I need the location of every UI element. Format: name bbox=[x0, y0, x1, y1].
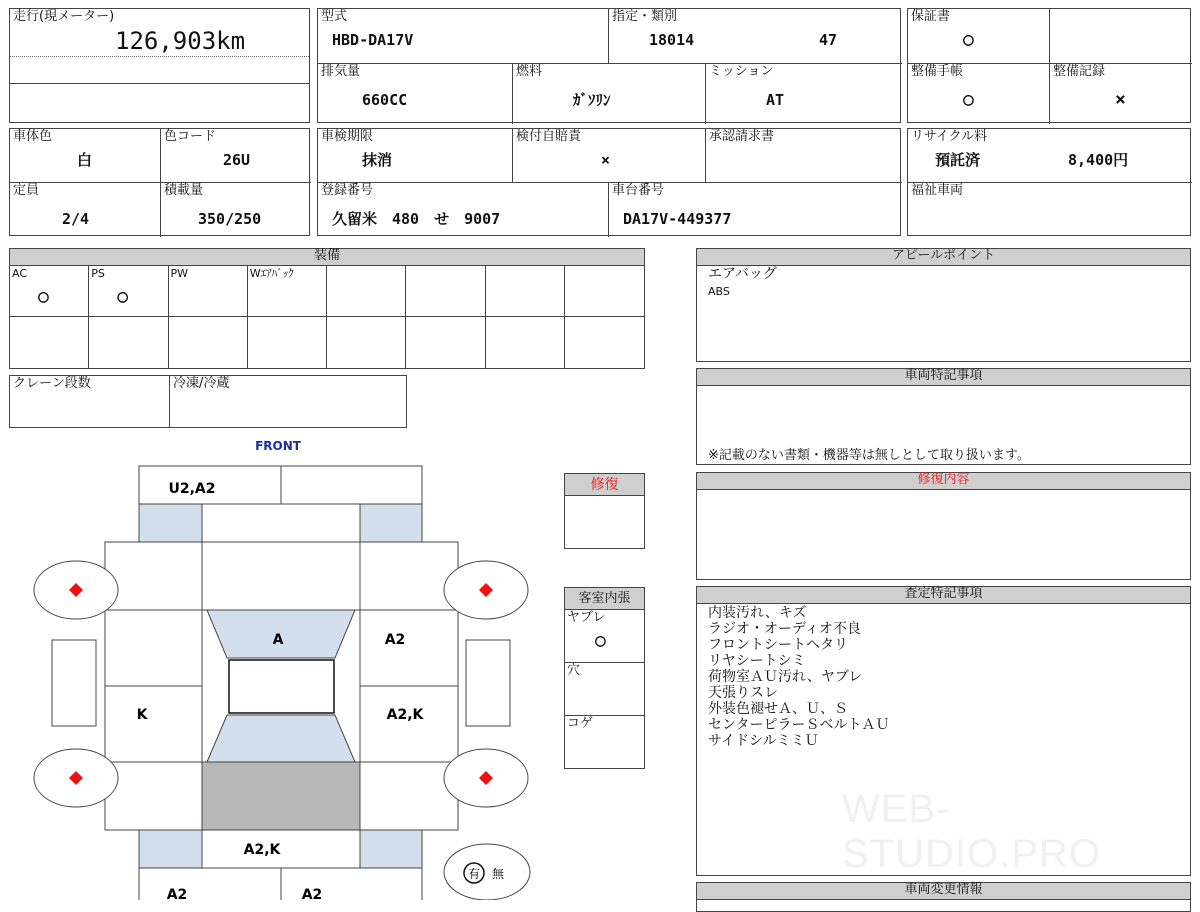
equipment-label: Wｴｱﾊﾞｯｸ bbox=[249, 267, 294, 280]
hood-label: A bbox=[272, 632, 284, 648]
equipment-cell bbox=[10, 317, 89, 368]
insurance-value: × bbox=[601, 151, 611, 169]
recycle-amount: 8,400円 bbox=[1068, 151, 1129, 169]
rear-glass bbox=[207, 715, 355, 762]
spare-no-label: 無 bbox=[491, 867, 505, 881]
interior-row-label: コゲ bbox=[567, 716, 594, 731]
equipment-cell bbox=[486, 317, 565, 368]
change-info-title: 車両変更情報 bbox=[697, 883, 1190, 900]
left-front-fender bbox=[105, 542, 202, 610]
roof-panel bbox=[229, 660, 334, 713]
right-side-label: A2,K bbox=[386, 707, 424, 723]
capacity-value: 2/4 bbox=[62, 210, 90, 228]
watermark: WEB-STUDIO.PRO bbox=[842, 787, 1101, 876]
repair-detail-title: 修復内容 bbox=[697, 473, 1190, 490]
equipment-cell bbox=[406, 317, 485, 368]
assessment-line: 外装色褪せＡ、Ｕ、Ｓ bbox=[708, 701, 848, 717]
displacement-value: 660CC bbox=[362, 91, 408, 109]
registration-box bbox=[317, 128, 901, 236]
hood-area bbox=[202, 542, 360, 610]
right-front-fender bbox=[360, 542, 458, 610]
warranty-label: 保証書 bbox=[911, 9, 951, 24]
color-code-label: 色コード bbox=[164, 129, 217, 144]
mileage-box bbox=[9, 8, 310, 123]
load-value: 350/250 bbox=[198, 210, 262, 228]
interior-box bbox=[564, 587, 645, 769]
warranty-value: ○ bbox=[963, 29, 974, 50]
crane-label: クレーン段数 bbox=[13, 376, 91, 391]
color-code-value: 26U bbox=[223, 151, 251, 169]
front-center bbox=[202, 504, 360, 542]
equipment-cell bbox=[248, 266, 327, 317]
divider bbox=[10, 83, 309, 84]
designation-value-2: 47 bbox=[819, 31, 838, 49]
recycle-label: リサイクル料 bbox=[911, 129, 988, 144]
load-label: 積載量 bbox=[164, 183, 204, 198]
left-front-door bbox=[105, 610, 202, 686]
assessment-line: 荷物室ＡＵ汚れ、ヤブレ bbox=[708, 669, 863, 685]
freezer-label: 冷凍/冷蔵 bbox=[173, 376, 230, 391]
approval-label: 承認請求書 bbox=[709, 129, 775, 144]
designation-label: 指定・類別 bbox=[612, 9, 678, 24]
right-rear-fender bbox=[360, 762, 458, 830]
assessment-line: サイドシルミミＵ bbox=[708, 733, 819, 749]
appeal-line-1: エアバッグ bbox=[708, 266, 777, 282]
front-label: FRONT bbox=[255, 439, 301, 453]
appeal-line-2: ABS bbox=[708, 285, 730, 298]
model-value: HBD-DA17V bbox=[332, 31, 414, 49]
designation-value-1: 18014 bbox=[649, 31, 695, 49]
equipment-cell bbox=[486, 266, 565, 317]
recycle-box bbox=[907, 128, 1191, 236]
rear-label: A2,K bbox=[243, 842, 281, 858]
warranty-box bbox=[907, 8, 1191, 123]
appeal-box bbox=[696, 248, 1191, 362]
body-color-value: 白 bbox=[77, 151, 93, 169]
rear-right-light bbox=[360, 830, 422, 868]
model-label: 型式 bbox=[321, 9, 348, 24]
chassis-value: DA17V-449377 bbox=[623, 210, 732, 228]
repair-box bbox=[564, 473, 645, 549]
equipment-cell bbox=[10, 266, 89, 317]
equipment-cell bbox=[565, 317, 644, 368]
transmission-label: ミッション bbox=[709, 64, 774, 79]
registration-label: 登録番号 bbox=[321, 183, 374, 198]
assessment-line: リヤシートシミ bbox=[708, 653, 806, 669]
equipment-cell bbox=[327, 317, 406, 368]
fuel-label: 燃料 bbox=[516, 64, 543, 79]
assessment-title: 査定特記事項 bbox=[697, 587, 1190, 604]
front-bumper-right bbox=[281, 466, 422, 504]
left-rear-door bbox=[105, 686, 202, 762]
interior-row bbox=[565, 663, 644, 716]
interior-row-label: 穴 bbox=[567, 663, 581, 678]
equipment-box bbox=[9, 248, 645, 369]
equipment-cell bbox=[89, 317, 168, 368]
crane-box bbox=[9, 375, 407, 428]
fuel-value: ｶﾞｿﾘﾝ bbox=[573, 91, 611, 109]
repair-title: 修復 bbox=[565, 474, 644, 496]
equipment-cell bbox=[406, 266, 485, 317]
assessment-line: 内装汚れ、キズ bbox=[708, 605, 807, 621]
inspection-label: 車検期限 bbox=[321, 129, 374, 144]
special-note: ※記載のない書類・機器等は無しとして取り扱います。 bbox=[708, 448, 1030, 463]
change-info-box bbox=[696, 882, 1191, 912]
chassis-label: 車台番号 bbox=[612, 183, 665, 198]
welfare-label: 福祉車両 bbox=[911, 183, 964, 198]
rear-left-label: A2 bbox=[166, 887, 188, 900]
repair-detail-box bbox=[696, 472, 1191, 580]
equipment-cell bbox=[565, 266, 644, 317]
assessment-box bbox=[696, 586, 1191, 876]
interior-title: 客室内張 bbox=[565, 588, 644, 610]
equipment-cell bbox=[169, 317, 248, 368]
right-front-label: A2 bbox=[384, 632, 406, 648]
special-box bbox=[696, 368, 1191, 465]
rear-left-light bbox=[139, 830, 202, 868]
interior-row bbox=[565, 610, 644, 663]
right-rear-door bbox=[360, 686, 458, 762]
left-side-label: K bbox=[136, 707, 148, 723]
front-left-light bbox=[139, 504, 202, 542]
equipment-mark: ○ bbox=[117, 286, 129, 307]
divider bbox=[10, 56, 309, 57]
equipment-title: 装備 bbox=[10, 249, 644, 266]
maint-book-value: ○ bbox=[963, 89, 974, 110]
equipment-cell bbox=[327, 266, 406, 317]
inspection-value: 抹消 bbox=[362, 151, 393, 169]
maint-book-label: 整備手帳 bbox=[911, 64, 964, 79]
assessment-line: 天張りスレ bbox=[708, 685, 778, 701]
appeal-title: アピールポイント bbox=[697, 249, 1190, 266]
front-right-light bbox=[360, 504, 422, 542]
transmission-value: AT bbox=[766, 91, 785, 109]
special-title: 車両特記事項 bbox=[697, 369, 1190, 386]
capacity-label: 定員 bbox=[13, 183, 40, 198]
mileage-value: 126,903km bbox=[115, 27, 246, 55]
body-color-label: 車体色 bbox=[13, 129, 53, 144]
front-bumper-label: U2,A2 bbox=[168, 481, 216, 497]
insurance-label: 検付自賠責 bbox=[516, 129, 582, 144]
assessment-line: フロントシートヘタリ bbox=[708, 637, 848, 653]
maint-record-label: 整備記録 bbox=[1053, 64, 1106, 79]
interior-row-mark: ○ bbox=[595, 630, 606, 651]
equipment-cell bbox=[89, 266, 168, 317]
recycle-status: 預託済 bbox=[935, 151, 981, 169]
equipment-cell bbox=[169, 266, 248, 317]
car-damage-diagram bbox=[0, 430, 560, 900]
spare-yes-label: 有 bbox=[467, 867, 481, 881]
right-front-door bbox=[360, 610, 458, 686]
spec-box bbox=[317, 8, 901, 123]
maint-record-value: × bbox=[1115, 89, 1126, 110]
interior-row-label: ヤブレ bbox=[567, 610, 606, 625]
assessment-line: ラジオ・オーディオ不良 bbox=[708, 621, 861, 637]
interior-row bbox=[565, 716, 644, 769]
assessment-line: センターピラーＳベルトＡＵ bbox=[708, 717, 890, 733]
equipment-cell bbox=[248, 317, 327, 368]
equipment-label: AC bbox=[12, 267, 28, 280]
rear-bumper-left bbox=[139, 868, 281, 900]
mileage-label: 走行(現メーター) bbox=[13, 9, 115, 24]
left-rear-fender bbox=[105, 762, 202, 830]
rear-center bbox=[202, 830, 360, 868]
rear-gate bbox=[202, 762, 360, 830]
right-mirror bbox=[466, 640, 510, 726]
displacement-label: 排気量 bbox=[321, 64, 361, 79]
equipment-label: PW bbox=[170, 267, 189, 280]
rear-right-label: A2 bbox=[301, 887, 323, 900]
equipment-label: PS bbox=[91, 267, 105, 280]
left-mirror bbox=[52, 640, 96, 726]
spare-tire bbox=[444, 844, 530, 900]
registration-value: 久留米 480 せ 9007 bbox=[332, 210, 501, 228]
color-box bbox=[9, 128, 310, 236]
equipment-mark: ○ bbox=[38, 286, 49, 307]
